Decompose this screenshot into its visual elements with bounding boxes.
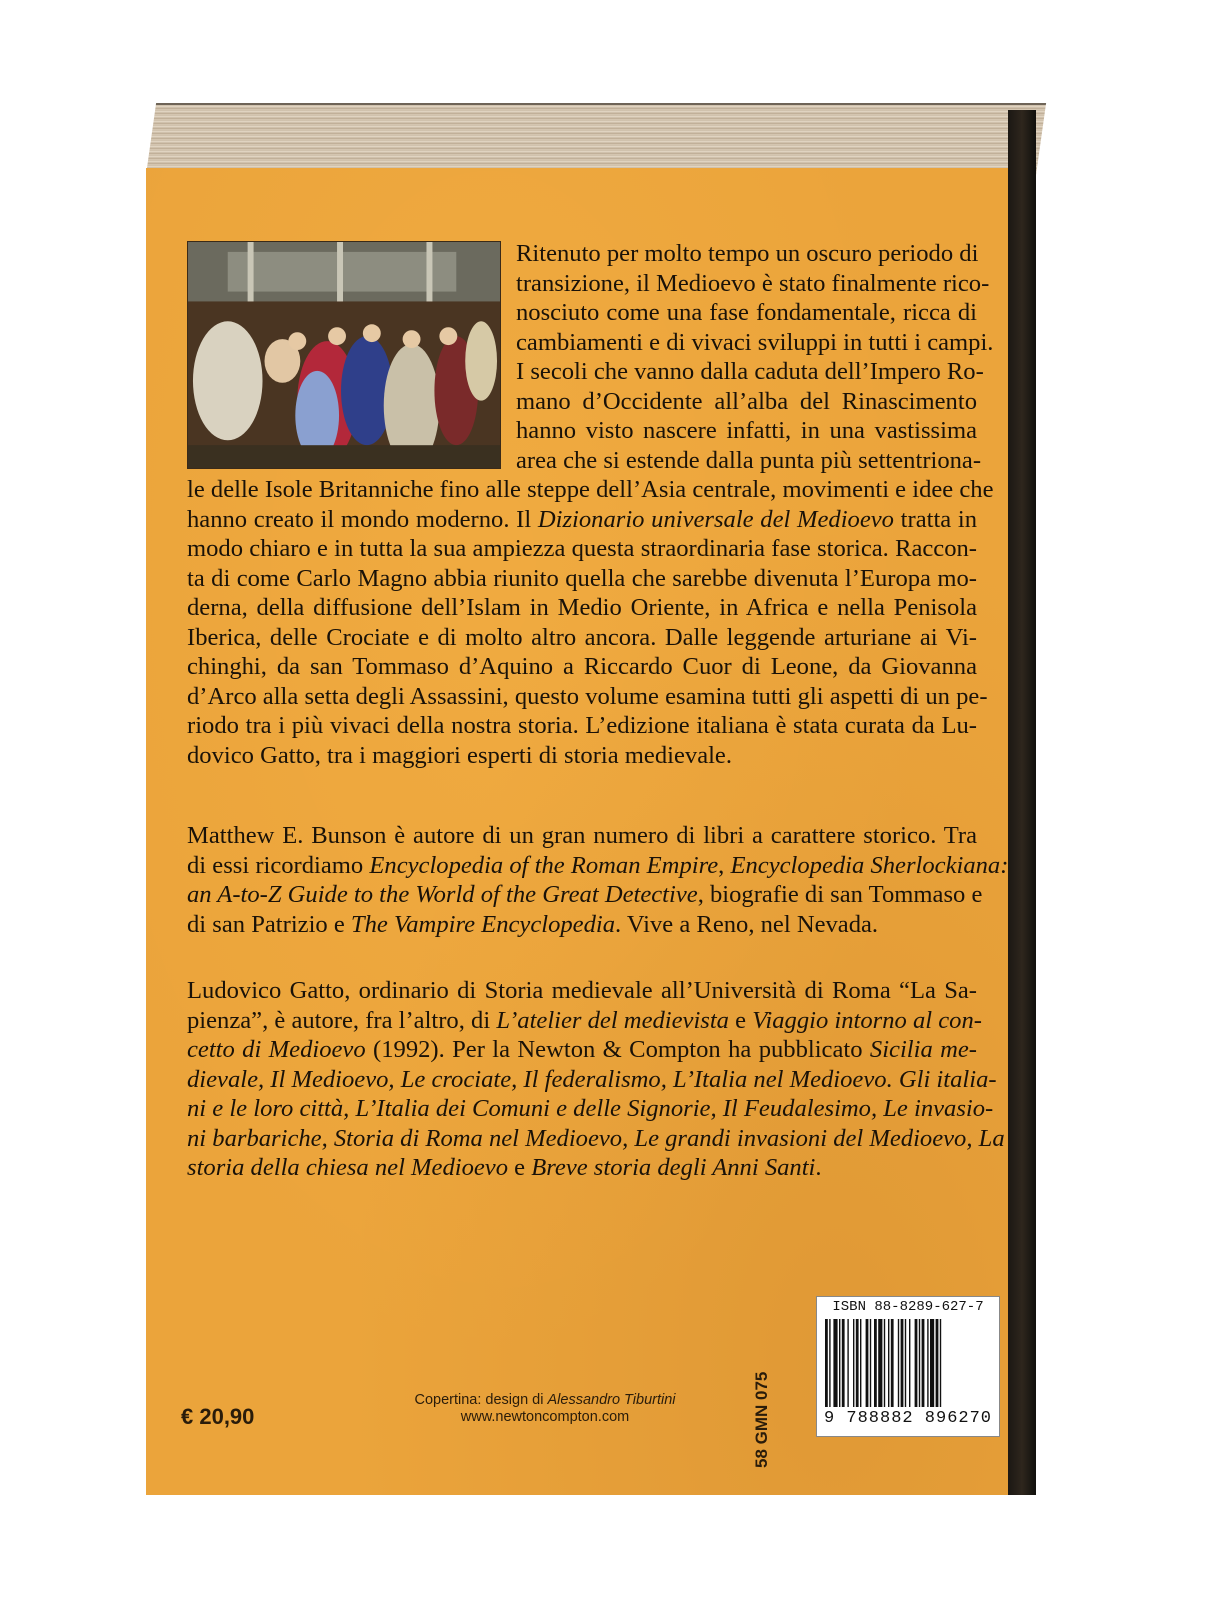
- blurb-line: hanno creato il mondo moderno. Il Dizionario universale del Medioevo tratta in: [187, 505, 978, 533]
- book-title: Dizionario universale del Medioevo: [537, 505, 894, 533]
- bio-line: di essi ricordiamo Encyclopedia of the Roman Empire, Encyclopedia Sherlockiana:: [187, 851, 1009, 879]
- bio-line: Matthew E. Bunson è autore di un gran numero di libri a carattere storico. Tra: [187, 822, 977, 849]
- ean-digits: 9 788882 896270: [823, 1409, 993, 1428]
- medieval-painting-illustration: [187, 241, 501, 469]
- blurb-line: modo chiaro e in tutta la sua ampiezza questa straordinaria fase storica. Raccon-: [187, 535, 977, 562]
- editor-bio-gatto: [187, 976, 1005, 1183]
- bio-line: pienza”, è autore, fra l’altro, di L’atelier del medievista e Viaggio intorno al con-: [187, 1006, 982, 1034]
- catalog-code: 58 GMN 075: [752, 1371, 771, 1468]
- blurb-line: d’Arco alla setta degli Assassini, questo volume esamina tutti gli aspetti di un pe-: [187, 682, 988, 710]
- bio-line: di san Patrizio e The Vampire Encyclopedia. Vive a Reno, nel Nevada.: [187, 910, 879, 938]
- author-bio-bunson: [187, 821, 1009, 939]
- blurb-line: nosciuto come una fase fondamentale, ricca di: [516, 299, 977, 326]
- bio-line: cetto di Medioevo (1992). Per la Newton & Compton ha pubblicato Sicilia me-: [187, 1036, 977, 1063]
- price-label: € 20,90: [181, 1404, 255, 1429]
- blurb-line: Ritenuto per molto tempo un oscuro periodo di: [516, 240, 979, 267]
- bio-line: ni barbariche, Storia di Roma nel Medioevo, Le grandi invasioni del Medioevo, La: [187, 1124, 1005, 1152]
- blurb-line: ta di come Carlo Magno abbia riunito quella che sarebbe divenuta l’Europa mo-: [187, 564, 977, 592]
- bio-line: dievale, Il Medioevo, Le crociate, Il federalismo, L’Italia nel Medioevo. Gli italia-: [187, 1065, 997, 1093]
- blurb-line: Iberica, delle Crociate e di molto altro ancora. Dalle leggende arturiane ai Vi-: [187, 623, 977, 651]
- blurb-wrapped-text: [516, 239, 994, 475]
- blurb-full-text: [187, 475, 994, 770]
- isbn-barcode-box: [816, 1296, 1000, 1437]
- blurb-line: chinghi, da san Tommaso d’Aquino a Riccardo Cuor di Leone, da Giovanna: [187, 653, 977, 680]
- bio-line: ni e le loro città, L’Italia dei Comuni e delle Signorie, Il Feudalesimo, Le invasio-: [187, 1095, 994, 1122]
- blurb-line: le delle Isole Britanniche fino alle steppe dell’Asia centrale, movimenti e idee che: [187, 476, 994, 503]
- barcode-icon: [825, 1319, 991, 1407]
- design-credit: Copertina: design di Alessandro Tiburtini: [414, 1392, 676, 1408]
- book-back-cover: [146, 168, 1008, 1495]
- blurb-line: mano d’Occidente all’alba del Rinascimento: [516, 387, 977, 415]
- blurb-line: hanno visto nascere infatti, in una vastissima: [516, 417, 977, 444]
- blurb-line: area che si estende dalla punta più settentriona-: [516, 446, 982, 474]
- blurb-line: cambiamenti e di vivaci sviluppi in tutti i campi.: [516, 328, 994, 356]
- bio-line: storia della chiesa nel Medioevo e Breve storia degli Anni Santi.: [187, 1154, 822, 1181]
- page-block-right-edge: [1008, 110, 1036, 1495]
- cover-credit: [390, 1392, 700, 1426]
- blurb-line: transizione, il Medioevo è stato finalmente rico-: [516, 269, 990, 297]
- blurb-line: riodo tra i più vivaci della nostra storia. L’edizione italiana è stata curata da Lu-: [187, 712, 977, 739]
- blurb-line: derna, della diffusione dell’Islam in Medio Oriente, in Africa e nella Penisola: [187, 594, 977, 621]
- bio-line: an A-to-Z Guide to the World of the Great Detective, biografie di san Tommaso e: [187, 881, 983, 908]
- publisher-website: www.newtoncompton.com: [460, 1409, 630, 1425]
- blurb-line: dovico Gatto, tra i maggiori esperti di storia medievale.: [187, 741, 733, 769]
- bio-line: Ludovico Gatto, ordinario di Storia medievale all’Università di Roma “La Sa-: [187, 977, 977, 1004]
- isbn-label: ISBN 88-8289-627-7: [832, 1299, 984, 1315]
- blurb-line: I secoli che vanno dalla caduta dell’Impero Ro-: [516, 358, 984, 385]
- page-block-top-edge: [146, 103, 1046, 175]
